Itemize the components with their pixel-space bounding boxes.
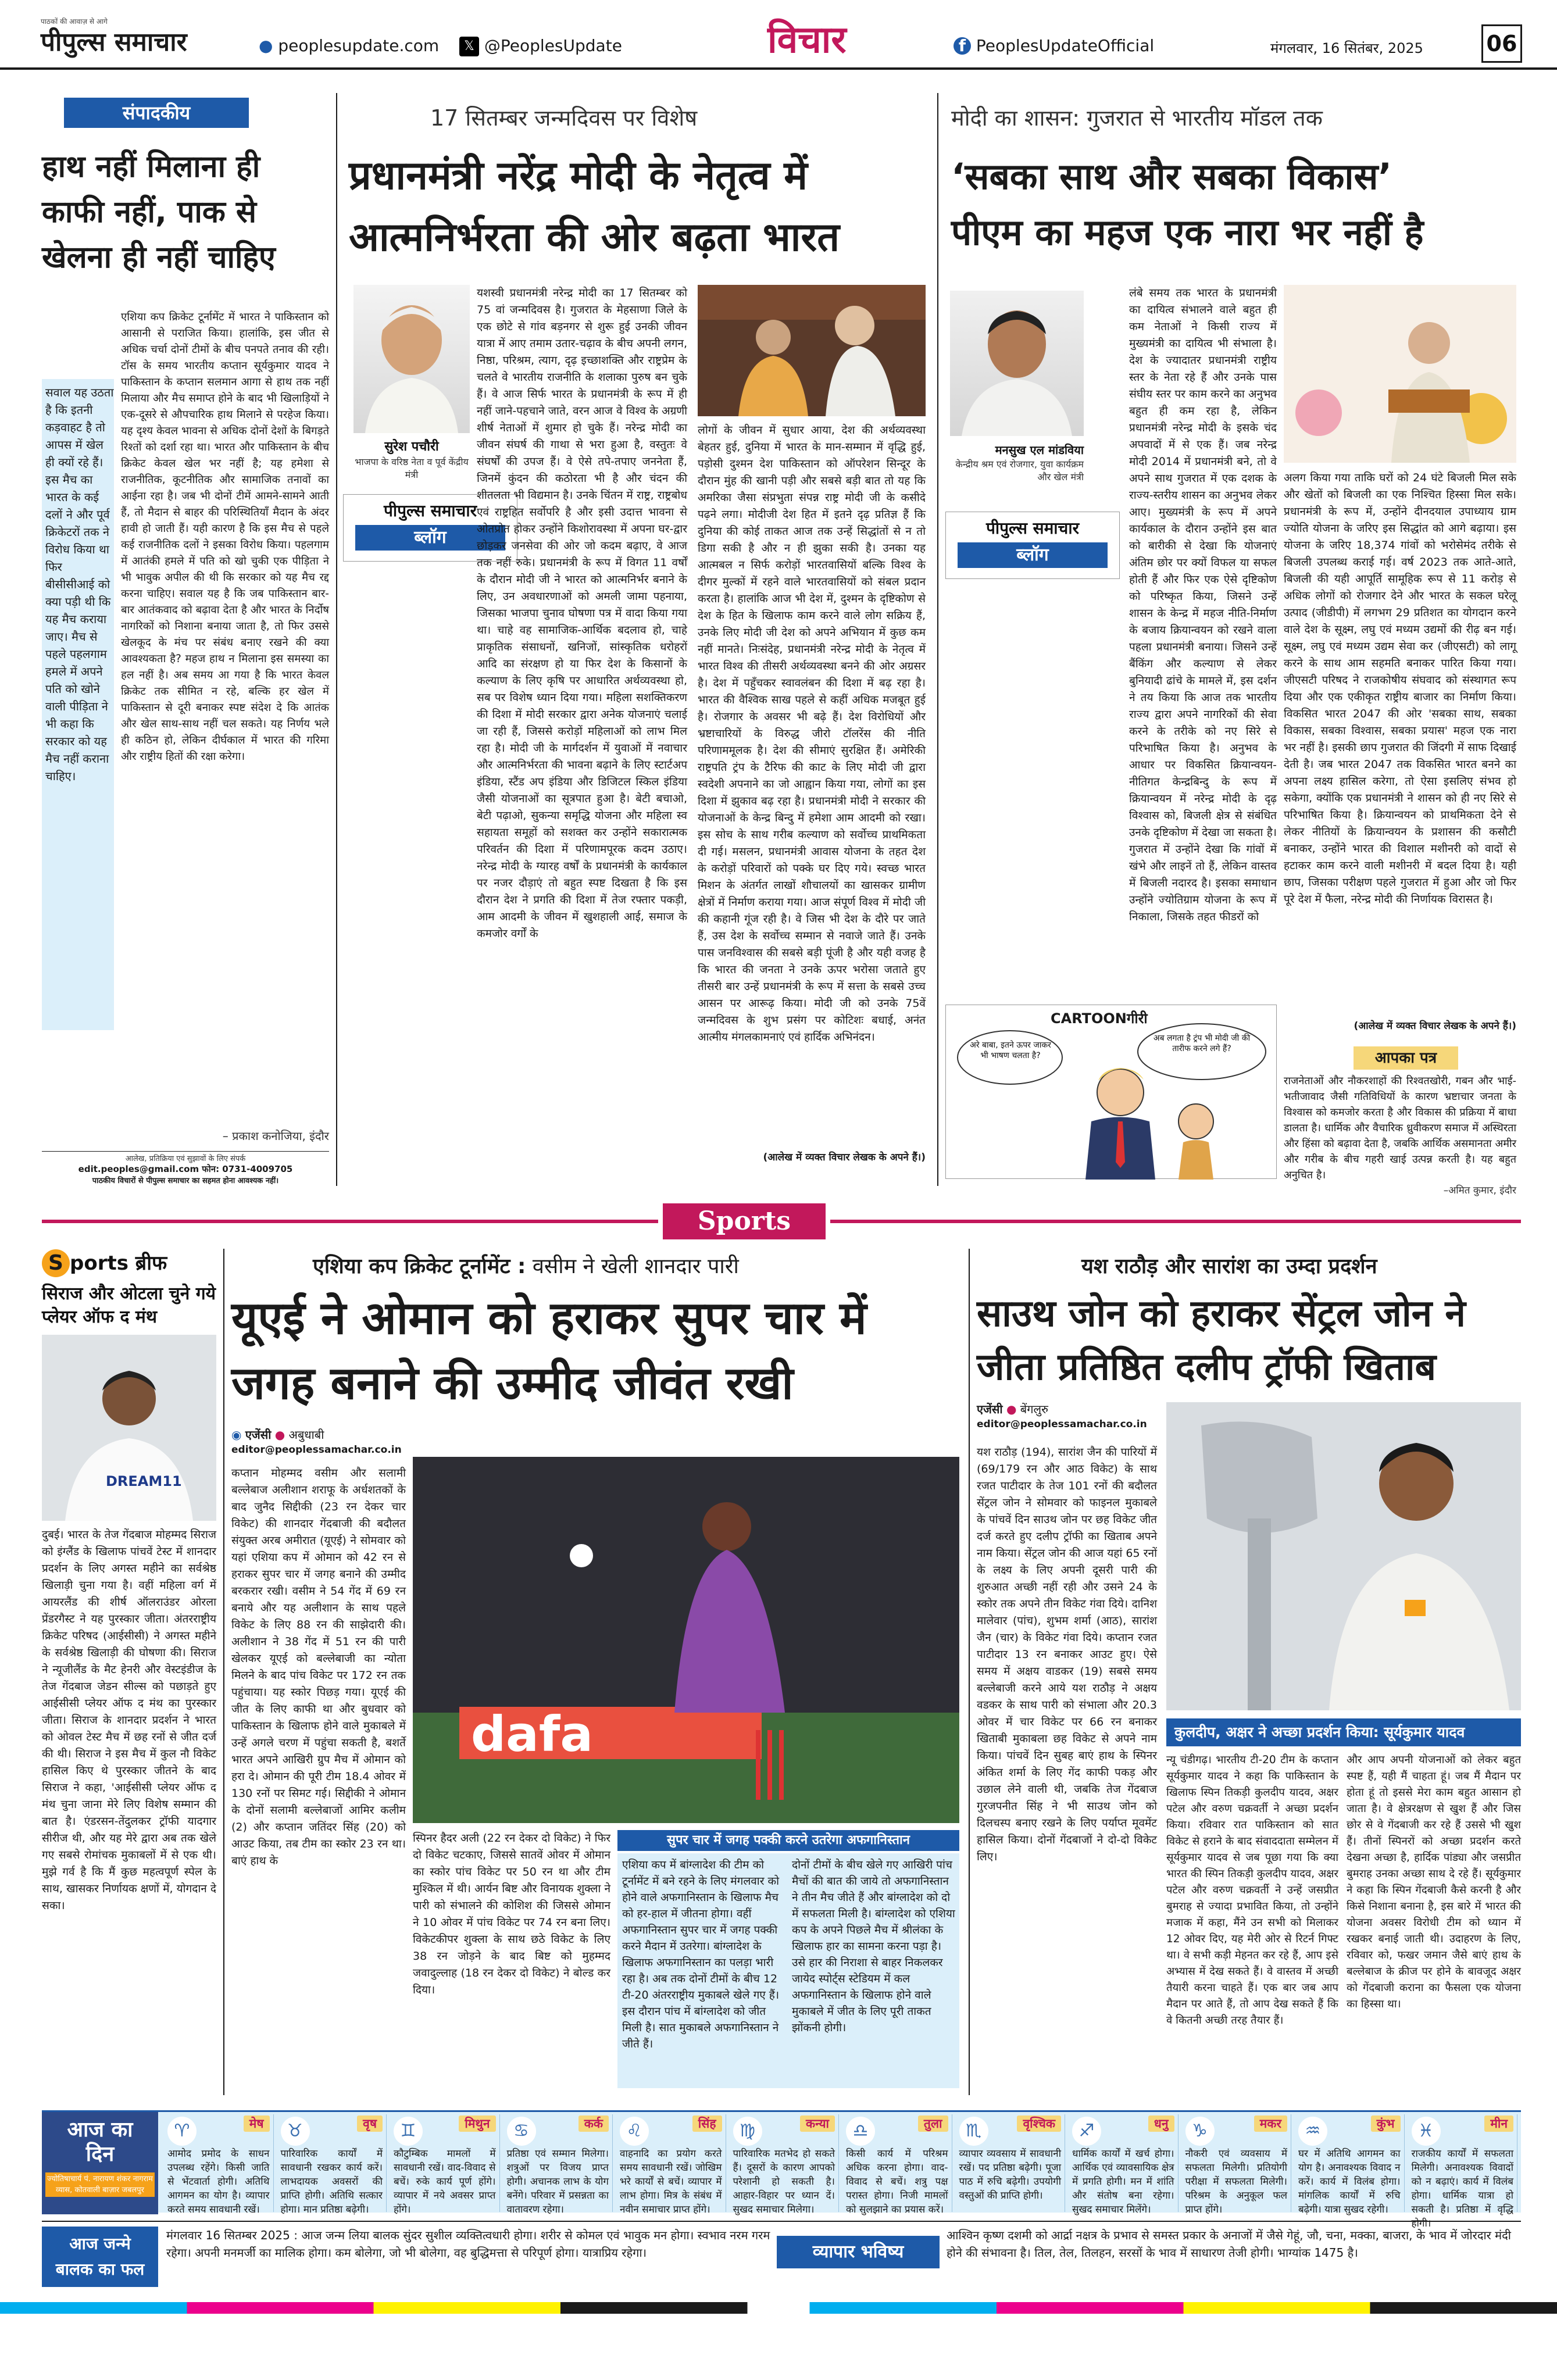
asia-col2: स्पिनर हैदर अली (22 रन देकर दो विकेट) ने फिर दो विकेट चटकाए, जिससे सातवें ओवर में ओमान का स्कोर पांच विकेट पर 50 रन था और टीम मुश्किल में थी। आर्यन बिष्ट और विनायक शुक्ला ने पारी को संभालने की कोशिश की जिससे ओमान ने 10 ओवर में पांच विकेट पर 74 रन बना लिए। विकेटकीपर शुक्ला के साथ छठे विकेट के लिए 38 रन जोड़ने के बाद बिष्ट को मुहम्मद जवादुल्लाह (18 रन देकर दो विकेट) ने बोल्ड कर दिया। bbox=[413, 1832, 610, 1996]
rashi-name: मकर bbox=[1254, 2115, 1287, 2132]
masthead bbox=[0, 0, 1557, 70]
section-title: विचार bbox=[767, 19, 847, 62]
brief-label: S ports ब्रीफ bbox=[42, 1249, 167, 1277]
website-link[interactable]: ● peoplesupdate.com bbox=[259, 36, 440, 55]
column-divider bbox=[336, 93, 337, 1186]
column-divider bbox=[223, 1249, 224, 2095]
article1-kicker: 17 सितम्बर जन्मदिवस पर विशेष bbox=[430, 105, 698, 131]
rashi-text: नौकरी एवं व्यवसाय में सफलता मिलेगी। प्रतियोगी परीक्षा में सफलता मिलेगी। परिश्रम के अनुकूल फल प्राप्त होंगे। bbox=[1185, 2148, 1287, 2215]
zodiac-icon: ♐ bbox=[1072, 2117, 1101, 2146]
article2-signature: (आलेख में व्यक्त विचार लेखक के अपने हैं।) bbox=[1354, 1020, 1516, 1032]
editorial-contact-label: आलेख, प्रतिक्रिया एवं सुझावों के लिए संपर्क bbox=[125, 1155, 246, 1163]
rashifal-astrologer: ज्योतिषाचार्य पं. नारायण शंकर नागराम व्यास, कोतवाली बाज़ार जबलपुर bbox=[45, 2172, 155, 2197]
blog-badge-logo: पीपुल्स समाचार bbox=[985, 519, 1080, 538]
rashi-name: वृष bbox=[357, 2115, 383, 2132]
pin-icon: ● bbox=[1006, 1402, 1017, 1416]
article-modi-birthday bbox=[343, 93, 930, 1186]
zodiac-icon: ♈ bbox=[167, 2117, 197, 2146]
trade-label: व्यापार भविष्य bbox=[777, 2236, 940, 2268]
globe-icon: ● bbox=[259, 36, 278, 55]
column-divider bbox=[969, 1249, 970, 2095]
article2-author-name: मनसुख एल मांडविया bbox=[995, 443, 1084, 457]
column-divider bbox=[937, 93, 938, 1186]
article2-col2: अलग किया गया ताकि घरों को 24 घंटे बिजली मिल सके और खेतों को बिजली का एक निश्चित हिस्सा मिल सके। प्रधानमंत्री के रूप में, उन्होंने दीनदयाल उपाध्याय ग्राम ज्योति योजना के जरिए इस सिद्धांत को आगे बढ़ाया। इस योजना के जरिए 18,374 गांवों को भरोसेमंद तरीके से बिजली उपलब्ध कराई गई। वर्ष 2023 तक आते-आते, बिजली की यही आपूर्ति सामूहिक रूप से 11 करोड़ से अधिक लोगों को रोजगार देने और भारत के सकल घरेलू उत्पाद (जीडीपी) में लगभग 29 प्रतिशत का योगदान करने वाले देश के सूक्ष्म, लघु एवं मध्यम उद्यमों की रीढ़ बन गई। सूक्ष्म, लघु एवं मध्यम उद्यम सेवा कर (जीएसटी) को लागू करने के साथ आम सहमति बनाकर पारित किया गया। जीएसटी परिषद ने राजकोषीय संघवाद को संस्थागत रूप दिया और एक एकीकृत राष्ट्रीय बाजार का निर्माण किया। विकसित भारत 2047 की ओर 'सबका साथ, सबका विकास, सबका विश्वास, सबका प्रयास' महज एक नारा भर नहीं है। इसकी छाप गुजरात की जिंदगी में साफ दिखाई देती है। जब भारत 2047 तक विकसित भारत बनने का अपना लक्ष्य हासिल करेगा, तो ऐसा इसलिए संभव हो सकेगा, क्योंकि एक प्रधानमंत्री ने शासन को ही नए सिरे से परिभाषित किया है। क्रियान्वयन को प्राथमिकता देने से लेकर नीतियों के क्रियान्वयन के प्रशासन की कसौटी बनाकर, उन्होंने भारत की विशाल मशीनरी को वादों से हटाकर काम करने वाली मशीनरी में बदल दिया है। यही छाप, जिसका परीक्षण पहले गुजरात में हुआ और जो फिर पूरे देश में फैला, नरेन्द्र मोदी की निर्णायक विरासत है। bbox=[1284, 471, 1516, 906]
asia-kicker: एशिया कप क्रिकेट टूर्नामेंट : वसीम ने खेली शानदार पारी bbox=[313, 1255, 739, 1278]
editorial-headline: हाथ नहीं मिलाना ही काफी नहीं, पाक से खेलना ही नहीं चाहिए bbox=[42, 149, 276, 275]
asia-dateline: ◉ एजेंसी ● अबुधाबी bbox=[231, 1428, 324, 1442]
sports-brief bbox=[42, 1249, 216, 2095]
sports-banner bbox=[0, 1201, 1557, 1242]
article1-headline: प्रधानमंत्री नरेंद्र मोदी के नेतृत्व में आत्मनिर्भरता की ओर बढ़ता भारत bbox=[349, 153, 840, 260]
rashi-card bbox=[164, 2114, 274, 2215]
pin-icon: ◉ bbox=[231, 1428, 242, 1442]
rashi-name: मिथुन bbox=[459, 2115, 495, 2132]
paper-tag: पाठकों की आवाज़ से आगे bbox=[41, 17, 108, 26]
zodiac-icon: ♊ bbox=[394, 2117, 423, 2146]
article2-author-desc: केन्द्रीय श्रम एवं रोजगार, युवा कार्यक्रम और खेल मंत्री bbox=[955, 459, 1084, 483]
sports-label: Sports bbox=[663, 1203, 826, 1239]
rashi-name: धनु bbox=[1148, 2115, 1174, 2132]
rashi-name: तुला bbox=[918, 2115, 948, 2132]
rashi-text: पारिवारिक मतभेद हो सकते हैं। दूसरों के कारण आपको परेशानी हो सकती है। आहार-विहार पर ध्यान दें। सुखद समाचार मिलेगा। bbox=[733, 2148, 835, 2215]
letters-title: आपका पत्र bbox=[1354, 1046, 1458, 1070]
zodiac-icon: ♋ bbox=[507, 2117, 536, 2146]
asia-caption: सुपर चार में जगह पक्की करने उतरेगा अफगानिस्तान bbox=[617, 1830, 959, 1851]
brief-photo bbox=[42, 1335, 216, 1521]
cartoon-bubble-left: अरे बाबा, इतने ऊपर जाकर भी भाषण चलता है? bbox=[970, 1041, 1051, 1060]
article2-kicker: मोदी का शासन: गुजरात से भारतीय मॉडल तक bbox=[951, 105, 1323, 131]
twitter-link[interactable]: 𝕏 @PeoplesUpdate bbox=[459, 36, 622, 56]
surya-col1: न्यू चंडीगढ़। भारतीय टी-20 टीम के कप्तान सूर्यकुमार यादव ने कहा कि पाकिस्तान के खिलाफ स्पिन तिकड़ी कुलदीप यादव, अक्षर पटेल और वरुण चक्रवर्ती ने अच्छा प्रदर्शन किया। रविवार रात पाकिस्तान को सात विकेट से हराने के बाद संवाददाता सम्मेलन में सूर्यकुमार यादव से जब पूछा गया कि क्या भारत की स्पिन तिकड़ी कुलदीप यादव, अक्षर पटेल और वरुण चक्रवर्ती ने उन्हें जसप्रीत बुमराह से ज्यादा प्रभावित किया, तो उन्होंने मजाक में कहा, मैंने उन सभी को मिलाकर 12 ओवर दिए, यह मेरी ओर से रिटर्न गिफ्ट था। वे सभी कड़ी मेहनत कर रहे हैं, आप इसे अभ्यास में देख सकते हैं। वे वास्तव में अच्छी तैयारी करना चाहते हैं। एक बार जब आप मैदान पर आते हैं, तो आप देख सकते हैं कि वे कितनी अच्छी तरह तैयार हैं। bbox=[1166, 1754, 1338, 2027]
rashi-card bbox=[1295, 2114, 1405, 2215]
zodiac-icon: ♍ bbox=[733, 2117, 762, 2146]
article-sabka-saath bbox=[945, 93, 1521, 1196]
editorial-signature: – प्रकाश कनोजिया, इंदौर bbox=[222, 1129, 329, 1143]
rashi-text: प्रतिष्ठा एवं सम्मान मिलेगा। शत्रुओं पर विजय प्राप्त होगी। अचानक लाभ के योग बनेंगे। परिवार में प्रसन्नता का वातावरण रहेगा। bbox=[506, 2148, 609, 2215]
cartoon-illustration bbox=[946, 1005, 1277, 1180]
born-label: आज जन्मे बालक का फल bbox=[42, 2227, 158, 2287]
cartoon-title: CARTOONगीरी bbox=[1051, 1010, 1148, 1027]
zodiac-icon: ♏ bbox=[959, 2117, 988, 2146]
asia-headline: यूएई ने ओमान को हराकर सुपर चार में जगह बनाने की उम्मीद जीवंत रखी bbox=[231, 1292, 867, 1410]
ad-board-text: dafa bbox=[471, 1706, 594, 1763]
born-text: मंगलवार 16 सितम्बर 2025 : आज जन्म लिया बालक सुंदर सुशील व्यक्तित्वधारी होगा। शरीर से कोमल एवं भावुक मन होगा। स्वभाव नरम गरम रहेगा। अपनी मनमर्जी का मालिक होगा। कम बोलेगा, जो भी बोलेगा, वह बुद्धिमत्ता से परिपूर्ण होगा। यात्राप्रिय रहेगा। bbox=[166, 2228, 770, 2260]
rashifal-title: आज का दिन bbox=[67, 2118, 133, 2166]
sports-rule-right bbox=[830, 1220, 1521, 1223]
editorial-footer-box bbox=[42, 1151, 329, 1186]
rashi-card bbox=[1408, 2114, 1518, 2229]
editorial-pullquote: सवाल यह उठता है कि इतनी कड़वाहट है तो आपस में खेल ही क्यों रहे हैं। इस मैच का भारत के कई दलों ने और पूर्व क्रिकेटरों तक ने विरोध किया था फिर बीसीसीआई को क्या पड़ी थी कि यह मैच कराया जाए। मैच से पहले पहलगाम हमले में अपने पति को खोने वाली पीड़िता ने भी कहा कि सरकार को यह मैच नहीं कराना चाहिए। bbox=[45, 385, 114, 783]
asia-col1: कप्तान मोहम्मद वसीम और सलामी बल्लेबाज अलीशान शराफू के अर्धशतकों के बाद जुनैद सिद्दीकी (23 रन देकर चार विकेट) की शानदार गेंदबाजी की बदौलत संयुक्त अरब अमीरात (यूएई) ने सोमवार को यहां एशिया कप में ओमान को 42 रन से हराकर सुपर चार में जगह बनाने की उम्मीद बरकरार रखी। वसीम ने 54 गेंद में 69 रन बनाये और यह अलीशान के साथ पहले विकेट के लिए 88 रन की साझेदारी की। अलीशान ने 38 गेंद में 51 रन की पारी खेलकर यूएई को बल्लेबाजी का न्योता मिलने के बाद पांच विकेट पर 172 रन तक पहुंचाया। यह स्कोर पिछड़ गया। यूएई की जीत के लिए काफी था और बुधवार को पाकिस्तान के खिलाफ होने वाले मुकाबले में उन्हें अगले चरण में पहुंचा सकती है, बशर्ते भारत अपने आखिरी ग्रुप मैच में ओमान को हरा दे। ओमान की पूरी टीम 18.4 ओवर में 130 रनों पर सिमट गई। सिद्दीकी ने ओमान के दोनों सलामी बल्लेबाजों आमिर कलीम (2) और कप्तान जतिंदर सिंह (20) को आउट किया, तब टीम का स्कोर 23 रन था। बाएं हाथ के bbox=[231, 1467, 406, 1867]
blog-badge-logo: पीपुल्स समाचार bbox=[383, 501, 477, 520]
svg-text:DREAM11: DREAM11 bbox=[106, 1473, 182, 1489]
asia-col4: दोनों टीमों के बीच खेले गए आखिरी पांच मैचों की बात की जाये तो अफगानिस्तान ने तीन मैच जीते हैं और बांग्लादेश को दो में सफलता मिली है। बांग्लादेश को एशिया कप के अपने पिछले मैच में श्रीलंका के खिलाफ हार का सामना करना पड़ा है। उसे हार की निराशा से बाहर निकलकर जायेद स्पोर्ट्स स्टेडियम में कल अफगानिस्तान के खिलाफ होने वाले मुकाबले में जीत के लिए पूरी ताकत झोंकनी होगी। bbox=[792, 1859, 955, 2034]
rashi-card bbox=[503, 2114, 613, 2215]
duleep-body: यश राठौड़ (194), सारांश जैन की पारियों में (69/179 रन और आठ विकेट) के साथ रजत पाटीदार के तेज 101 रनों की बदौलत सेंट्रल जोन ने सोमवार को फाइनल मुकाबले के पांचवें दिन साउथ जोन पर छह विकेट जीत दर्ज करते हुए दलीप ट्रॉफी का खिताब अपने नाम किया। सेंट्रल जोन की आज यहां 65 रनों के लक्ष्य के लिए अपनी दूसरी पारी की शुरुआत अच्छी नहीं रही और उसने 24 के स्कोर तक अपने तीन विकेट गंवा दिये। दानिश मालेवार (पांच), शुभम शर्मा (आठ), सारांश जैन (चार) के विकेट गंवा दिये। कप्तान रजत पाटीदार 13 रन बनाकर आउट हुए। ऐसे समय में अक्षय वाडकर (19) सबसे समय बल्लेबाजी करने आये यश राठौड़ ने अक्षय वडकर के साथ पारी को संभाला और 20.3 ओवर में चार विकेट पर 66 रन बनाकर खिताबी मुकाबला छह विकेट से अपने नाम किया। पांचवें दिन सुबह बाएं हाथ के स्पिनर अंकित शर्मा के लिए गेंद काफी पकड़ और उछाल लेने वाली थी, जबकि तेज गेंदबाज गुरजपनीत सिंह ने भी साउथ जोन को दिलचस्प बनाए रखने के लिए पर्याप्त मूवमेंट हासिल किया। दोनों गेंदबाजों ने दो-दो विकेट लिए। bbox=[977, 1446, 1157, 1863]
sports-rule-left bbox=[42, 1220, 658, 1223]
rashifal-signs bbox=[164, 2114, 1521, 2229]
page-number: 06 bbox=[1481, 24, 1522, 63]
article2-headline1: ‘सबका साथ और सबका विकास’ bbox=[951, 155, 1392, 198]
rashi-text: धार्मिक कार्यों में खर्च होगा। आर्थिक एवं व्यावसायिक क्षेत्र में प्रगति होगी। मन में शांति और संतोष बना रहेगा। सुखद समाचार मिलेंगे। bbox=[1072, 2148, 1174, 2215]
rashifal-strip bbox=[42, 2110, 1521, 2229]
duleep-photo bbox=[1166, 1402, 1521, 1710]
duleep-email[interactable]: editor@peoplessamachar.co.in bbox=[977, 1418, 1147, 1430]
duleep-dateline: एजेंसी ● बेंगलुरु bbox=[977, 1402, 1048, 1416]
facebook-link[interactable]: f PeoplesUpdateOfficial bbox=[954, 36, 1154, 55]
duleep-kicker: यश राठौड़ और सारांश का उम्दा प्रदर्शन bbox=[1081, 1255, 1377, 1278]
rashi-name: कर्क bbox=[578, 2115, 609, 2132]
paper-logo[interactable] bbox=[41, 23, 187, 58]
zodiac-icon: ♉ bbox=[281, 2117, 310, 2146]
print-registration-bar bbox=[0, 2302, 1557, 2314]
editorial-body: एशिया कप क्रिकेट टूर्नामेंट में भारत ने पाकिस्तान को आसानी से पराजित किया। हालांकि, इस जीत से अधिक चर्चा दोनों टीमों के बीच पनपते तनाव की रही। टॉस के समय भारतीय कप्तान सूर्यकुमार यादव ने पाकिस्तान के कप्तान सलमान आगा से हाथ तक नहीं मिलाया और मैच समाप्त होने के बाद भी खिलाड़ियों ने एक-दूसरे से औपचारिक हाथ मिलाने से परहेज किया। यह दृश्य केवल भावना से अधिक दोनों देशों के बिगड़ते रिश्तों को दर्शा रहा था। भारत और पाकिस्तान के बीच क्रिकेट केवल खेल भर नहीं है; यह हमेशा से राजनीतिक, कूटनीतिक और सामाजिक तनावों का आईना रहा है। जब भी दोनों टीमें आमने-सामने आती हैं, तो मैदान से बाहर की परिस्थितियाँ मैदान के अंदर हावी हो जाती हैं। यही कारण है कि इस मैच से पहले कई राजनीतिक दलों ने इसका विरोध किया। पहलगाम में आतंकी हमले में पति को खो चुकी एक पीड़िता ने भी भावुक अपील की थी कि सरकार को यह मैच रद्द करना चाहिए। सवाल यह है कि जब पाकिस्तान बार-बार आतंकवाद को बढ़ावा देता है और भारत के निर्दोष नागरिकों को निशाना बनाया जाता है, तो फिर उससे खेलकूद के मंच पर संबंध बनाए रखने की क्या आवश्यकता है? महज हाथ न मिलाना इस समस्या का हल नहीं है। अब समय आ गया है कि भारत केवल क्रिकेट तक सीमित न रहे, बल्कि हर खेल में पाकिस्तान से दूरी बनाकर स्पष्ट संदेश दे कि आतंक और खेल साथ-साथ नहीं चल सकते। यह निर्णय भले ही कठिन हो, लेकिन दीर्घकाल में भारत की गरिमा और राष्ट्रीय हितों की रक्षा करेगा। bbox=[121, 311, 329, 763]
brief-body: दुबई। भारत के तेज गेंदबाज मोहम्मद सिराज को इंग्लैंड के खिलाफ पांचवें टेस्ट में शानदार प्रदर्शन के लिए अगस्त महीने का सर्वश्रेष्ठ खिलाड़ी चुना गया है। वहीं महिला वर्ग में आयरलैंड की शीर्ष ऑलराउंडर ओरला प्रेंडरगैस्ट ने यह पुरस्कार जीता। अंतरराष्ट्रीय क्रिकेट परिषद (आईसीसी) ने अगस्त महीने के सर्वश्रेष्ठ खिलाड़ी की घोषणा की। सिराज ने न्यूजीलैंड के मैट हेनरी और वेस्टइंडीज के तेज गेंदबाज जेडन सील्स को पछाड़ते हुए आईसीसी प्लेयर ऑफ द मंथ का पुरस्कार जीता। सिराज के शानदार प्रदर्शन ने भारत को ओवल टेस्ट मैच में छह रनों से जीत दर्ज की थी। सिराज ने इस मैच में कुल नौ विकेट हासिल किए थे पुरस्कार जीतने के बाद सिराज ने कहा, 'आईसीसी प्लेयर ऑफ द मंथ चुना जाना मेरे लिए विशेष सम्मान की बात है। एंडरसन-तेंदुलकर ट्रॉफी यादगार सीरीज थी, और यह मेरे द्वारा अब तक खेले गए सबसे रोमांचक मुकाबलों में से एक थी। मुझे गर्व है कि मैं कुछ महत्वपूर्ण स्पेल के साथ, खासकर निर्णायक क्षणों में, योगदान दे सका। bbox=[42, 1528, 216, 1912]
rashi-card bbox=[277, 2114, 387, 2215]
article1-photo bbox=[698, 285, 926, 416]
trade-text: आश्विन कृष्ण दशमी को आर्द्रा नक्षत्र के प्रभाव से समस्त प्रकार के अनाजों में जैसे गेहूं, जौ, चना, मक्का, बाजरा, के भाव में जोरदार मंदी होने की संभावना है। तिल, तेल, तिलहन, सरसों के भाव में साधारण तेजी होगी। भाग्यांक 1475 है। bbox=[947, 2228, 1511, 2260]
zodiac-icon: ♓ bbox=[1412, 2117, 1441, 2146]
editorial-disclaimer: पाठकीय विचारों से पीपुल्स समाचार का सहमत होना आवश्यक नहीं। bbox=[92, 1177, 279, 1185]
rashi-card bbox=[730, 2114, 840, 2215]
editorial-section bbox=[42, 93, 329, 1185]
rashi-text: आमोद प्रमोद के साधन उपलब्ध रहेंगे। किसी जाति से भेंटवार्ता होगी। अतिथि आगमन का योग है। व्यापार करते समय सावधानी रखें। bbox=[167, 2148, 270, 2215]
cartoon-bubble-right: अब लगता है ट्रंप भी मोदी जी की तारीफ करने लगे हैं? bbox=[1153, 1034, 1251, 1053]
zodiac-icon: ♌ bbox=[620, 2117, 649, 2146]
brief-s-icon: S bbox=[42, 1249, 70, 1277]
rashi-name: सिंह bbox=[692, 2115, 722, 2132]
editorial-contact[interactable]: edit.peoples@gmail.com फोन: 0731-4009705 bbox=[78, 1164, 293, 1174]
surya-headline: कुलदीप, अक्षर ने अच्छा प्रदर्शन किया: सूर्यकुमार यादव bbox=[1166, 1718, 1521, 1746]
duleep-headline: साउथ जोन को हराकर सेंट्रल जोन ने जीता प्रतिष्ठित दलीप ट्रॉफी खिताब bbox=[977, 1292, 1466, 1389]
editorial-label: संपादकीय bbox=[64, 98, 249, 128]
rashi-name: कुंभ bbox=[1371, 2115, 1401, 2132]
rashi-text: पारिवारिक कार्यों में सावधानी रखकर कार्य करें। लाभदायक अवसरों की प्राप्ति होगी। अतिथि सत्कार होगा। मान प्रतिष्ठा बढ़ेगी। bbox=[280, 2148, 383, 2215]
letters-signature: –अमित कुमार, इंदौर bbox=[1443, 1185, 1516, 1196]
blog-badge-label: ब्लॉग bbox=[958, 542, 1108, 568]
zodiac-icon: ♑ bbox=[1185, 2117, 1215, 2146]
rashi-card bbox=[1182, 2114, 1292, 2215]
rashi-text: घर में अतिथि आगमन का योग है। अनावश्यक विवाद न करें। कार्य में विलंब होगा। मांगलिक कार्यों में रुचि बढ़ेगी। यात्रा सुखद रहेगी। bbox=[1298, 2148, 1401, 2215]
rashi-card bbox=[616, 2114, 726, 2215]
zodiac-icon: ♎ bbox=[846, 2117, 875, 2146]
cartoon-box bbox=[945, 1005, 1277, 1179]
article1-col2: लोगों के जीवन में सुधार आया, देश की अर्थव्यवस्था बेहतर हुई, दुनिया में भारत के मान-सम्मान में वृद्धि हुई, पड़ोसी दुश्मन देश पाकिस्तान को ऑपरेशन सिन्दूर के दौरान मुंह की खानी पड़ी और सबसे बड़ी बात तो यह कि अमरिका जैसा संप्रभुता संपन्न राष्ट्र मोदी जी के कसीदे पढ़ने लगा। मोदीजी देश हित में इतने दृढ़ प्रतिज्ञ हैं कि दुनिया की कोई ताकत आज तक उन्हें सिद्धांतों से न तो डिगा सकी है और न ही झुका सकी है। उनका यह आत्मबल न सिर्फ करोड़ों भारतवासियों बल्कि विश्व के दीगर मुल्कों में रहने वाले भारतवासियों को संबल प्रदान करता है। हालांकि आज भी देश में, दुश्मन के दृष्टिकोण से देश के हित के खिलाफ काम करने वाले लोग सक्रिय हैं, उनके लिए मोदी जी देश को अपने अभियान में कुछ कम नहीं मानते। निःसंदेह, प्रधानमंत्री नरेन्द्र मोदी के नेतृत्व में भारत विश्व की तीसरी अर्थव्यवस्था बनने की ओर अग्रसर है। देश में पहुँचकर स्वावलंबन की दिशा में बढ़ रहा है। भारत की वैश्विक साख पहले से कहीं अधिक मजबूत हुई है। रोजगार के अवसर भी बढ़े हैं। देश विरोधियों और भ्रष्टाचारियों के विरुद्ध जीरो टॉलरेंस की नीति परिणाममूलक है। देश की सीमाएं सुरक्षित हैं। अमेरिकी राष्ट्रपति ट्रंप के टैरिफ की काट के लिए मोदी जी द्वारा स्वदेशी अपनाने का जो आह्वान किया गया, लोगों का इस दिशा में झुकाव बढ़ रहा है। प्रधानमंत्री मोदी ने सरकार की योजनाओं के केन्द्र बिन्दु में हमेशा आम आदमी को रखा। इस सोच के साथ गरीब कल्याण को सर्वोच्च प्राथमिकता दी गई। मसलन, प्रधानमंत्री आवास योजना के तहत देश के करोड़ों परिवारों को पक्के घर दिए गये। स्वच्छ भारत मिशन के अंतर्गत लाखों शौचालयों का खासकर ग्रामीण क्षेत्रों में निर्माण कराया गया। आज संपूर्ण विश्व में मोदी जी की कहानी गूंज रही है। वे जिस भी देश के दौरे पर जाते हैं, उस देश के सर्वोच्च सम्मान से नवाजे जाते हैं। उनके पास जनविश्वास की सबसे बड़ी पूंजी है और यही वजह है कि भारत की जनता ने उनके ऊपर भरोसा जताते हुए तीसरी बार उन्हें प्रधानमंत्री के रूप में सत्ता के सबसे उच्च आसन पर आरूढ़ किया। मोदी जी को उनके 75वें जन्मदिवस के शुभ प्रसंग पर कोटिशः बधाई, अनंत आत्मीय मंगलकामनाएं एवं हार्दिक अभिनंदन। bbox=[698, 424, 926, 1044]
rashi-text: वाहनादि का प्रयोग करते समय सावधानी रखें। जोखिम भरे कार्यों से बचें। व्यापार में लाभ होगा। मित्र के संबंध में नवीन समाचार प्राप्त होंगे। bbox=[620, 2148, 722, 2215]
rashi-name: मेष bbox=[244, 2115, 270, 2132]
article-duleep-trophy bbox=[977, 1249, 1521, 2095]
letters-box bbox=[1284, 1046, 1516, 1196]
letters-body: राजनेताओं और नौकरशाहों की रिश्वतखोरी, गबन और भाई-भतीजावाद जैसी गतिविधियों के कारण भ्रष्टाचार जनता के विश्वास को कमजोर करता है और विकास की प्रक्रिया में बाधा डालता है। धार्मिक और वैचारिक ध्रुवीकरण समाज में अस्थिरता और हिंसा को बढ़ावा देता है, जबकि आर्थिक असमानता अमीर और गरीब के बीच गहरी खाई उत्पन्न करती है। यह बहुत अनुचित है। bbox=[1284, 1075, 1516, 1181]
footer-strip bbox=[42, 2221, 1521, 2290]
rashi-card bbox=[1069, 2114, 1179, 2215]
article1-author-name: सुरेश पचौरी bbox=[384, 439, 439, 454]
rashi-text: कौटुम्बिक मामलों में सावधानी रखें। वाद-विवाद से बचें। रुके कार्य पूर्ण होंगे। व्यापार में नये अवसर प्राप्त होंगे। bbox=[394, 2148, 496, 2215]
article2-col1: लंबे समय तक भारत के प्रधानमंत्री का दायित्व संभालने वाले बहुत ही कम नेताओं ने किसी राज्य में मुख्यमंत्री का दायित्व भी संभाला है। देश के ज्यादातर प्रधानमंत्री राष्ट्रीय स्तर के नेता रहे हैं और उनके पास संघीय स्तर पर काम करने का अनुभव बहुत ही कम रहा है, लेकिन प्रधानमंत्री नरेन्द्र मोदी के इसके चंद अपवादों में से एक हैं। जब नरेन्द्र मोदी 2014 में प्रधानमंत्री बने, तो वे अपने साथ गुजरात में एक दशक के राज्य-स्तरीय शासन का अनुभव लेकर आए। मुख्यमंत्री के रूप में अपने कार्यकाल के दौरान उन्होंने इस बात को बारीकी से देखा कि योजनाएं अंतिम छोर पर क्यों विफल या सफल होती हैं और फिर एक ऐसे दृष्टिकोण को परिष्कृत किया, जिसने उन्हें शासन के केन्द्र में महज नीति-निर्माण के बजाय क्रियान्वयन को रखने वाला पहला प्रधानमंत्री बनाया। जिसने उन्हें बैंकिंग और कल्याण से लेकर बुनियादी ढांचे के मामले में, इस दर्शन ने तय किया कि आज तक भारतीय राज्य द्वारा अपने नागरिकों की सेवा करने के तरीके को नए सिरे से परिभाषित किया है। अनुभव के आधार पर विकसित क्रियान्वयन-नीतिगत केन्द्रबिन्दु के रूप में क्रियान्वयन में नरेन्द्र मोदी के दृढ़ विश्वास को, बिजली क्षेत्र से संबंधित उनके दृष्टिकोण में देखा जा सकता है। गुजरात में उन्होंने देखा कि गांवों में खंभे और लाइनें तो हैं, लेकिन वास्तव में बिजली नदारद है। इसका समाधान उन्होंने ज्योतिग्राम योजना के रूप में निकाला, जिसके तहत फीडरों को bbox=[1129, 287, 1277, 923]
rashi-card bbox=[390, 2114, 500, 2215]
paper-name: पीपुल्स समाचार bbox=[41, 27, 187, 57]
asia-photo bbox=[413, 1457, 959, 1823]
author-photo bbox=[353, 285, 470, 433]
pin-icon: ● bbox=[274, 1428, 285, 1442]
rashi-name: मीन bbox=[1484, 2115, 1513, 2132]
rashi-text: राजकीय कार्यों में सफलता मिलेगी। अनावश्यक विवादों को न बढ़ाएं। कार्य में विलंब होगा। धार्मिक यात्रा हो सकती है। प्रतिष्ठा में वृद्धि होगी। bbox=[1411, 2148, 1513, 2229]
asia-col3: एशिया कप में बांग्लादेश की टीम को टूर्नामेंट में बने रहने के लिए मंगलवार को होने वाले अफगानिस्तान के खिलाफ मैच को हर-हाल में जीतना होगा। वहीं अफगानिस्तान सुपर चार में जगह पक्की करने मैदान में उतरेगा। बांग्लादेश के खिलाफ अफगानिस्तान का पलड़ा भारी रहा है। अब तक दोनों टीमों के बीच 12 टी-20 अंतरराष्ट्रीय मुकाबले खेले गए हैं। इस दौरान पांच में बांग्लादेश को जीत मिली है। सात मुकाबले अफगानिस्तान ने जीते हैं। bbox=[622, 1859, 780, 2050]
surya-col2: और आप अपनी योजनाओं को लेकर बहुत स्पष्ट हैं, यही मैं चाहता हूं। जब मैं मैदान पर होता हूं तो इससे मेरा काम बहुत आसान हो जाता है। वे क्षेत्ररक्षण से खुश हैं और जिस छोर से वे गेंदबाजी कर रहे हैं उससे भी खुश हैं। तीनों स्पिनरों को अच्छा प्रदर्शन करते देखना अच्छा है, हार्दिक पांड्या और जसप्रीत बुमराह उनका अच्छा साथ दे रहे हैं। सूर्यकुमार ने कहा कि स्पिन गेंदबाजी कैसे करनी है और किसे निशाना बनाना है, इस बारे में भारत की योजना अवसर विरोधी टीम को ध्यान में रखकर बनाई जाती थी। उदाहरण के लिए, रविवार को, फखर जमान जैसे बाएं हाथ के बल्लेबाज के क्रीज पर होने के बावजूद अक्षर को गेंदबाजी कराना का फैसला एक योजना का हिस्सा था। bbox=[1347, 1754, 1521, 2010]
article1-col1: यशस्वी प्रधानमंत्री नरेन्द्र मोदी का 17 सितम्बर को 75 वां जन्मदिवस है। गुजरात के मेहसाणा जिले के एक छोटे से गांव बड़नगर से शुरू हुई उनकी जीवन यात्रा में आए तमाम उतार-चढ़ाव के बीच अपनी लगन, निष्ठा, परिश्रम, त्याग, दृढ़ इच्छाशक्ति और राष्ट्रप्रेम के चलते वे भारतीय राजनीति के शलाका पुरुष बन चुके हैं। वे आज सिर्फ भारत के प्रधानमंत्री के रूप में ही नहीं जाने-पहचाने जाते, वरन आज वे विश्व के अग्रणी शीर्ष नेताओं में शुमार हो चुके हैं। नरेन्द्र मोदी का जीवन संघर्ष की गाथा से भरा हुआ है, वस्तुतः वे संघर्षों की उपज हैं। वे ऐसे तपे-तपाए जननेता हैं, जिनमें कुंदन की कठोरता भी है और चंदन की शीतलता भी विद्यमान है। उनके चिंतन में राष्ट्र, राष्ट्रबोध एवं राष्ट्रहित सर्वोपरि है और इसी उदात्त भावना से ओतप्रोत होकर उन्होंने किशोरावस्था में अपना घर-द्वार छोड़कर जनसेवा की ओर जो कदम बढ़ाए, वे आज तक नहीं रुके। प्रधानमंत्री के रूप में विगत 11 वर्षों के दौरान मोदी जी ने भारत को आत्मनिर्भर बनाने के लिए, उन अवधारणाओं को अमली जामा पहनाया, जिसका भाजपा चुनाव घोषणा पत्र में वादा किया गया था। चाहे वह सामाजिक-आर्थिक बदलाव हो, चाहे प्राकृतिक संसाधनों, खनिजों, सांस्कृतिक धरोहरों आदि का संरक्षण हो या फिर देश के किसानों के कल्याण के लिए कृषि पर आधारित अर्थव्यवस्था हो, सब पर विशेष ध्यान दिया गया। महिला सशक्तिकरण की दिशा में मोदी सरकार द्वारा अनेक योजनाएं चलाई जा रही हैं, जिससे करोड़ों महिलाओं को लाभ मिल रहा है। मोदी जी के मार्गदर्शन में युवाओं में नवाचार और आत्मनिर्भरता की भावना बढ़ाने के लिए स्टार्टअप इंडिया, स्टैंड अप इंडिया और डिजिटल स्किल इंडिया जैसी योजनाओं का सूत्रपात हुआ है। बेटी बचाओ, बेटी पढ़ाओ, सुकन्या समृद्धि योजना और महिला स्व सहायता समूहों को सशक्त कर उन्होंने सकारात्मक परिवर्तन की दिशा में परिणामपूरक कदम उठाए। नरेन्द्र मोदी के ग्यारह वर्षों के प्रधानमंत्री के कार्यकाल पर नजर दौड़ाएं तो बहुत स्पष्ट दिखता है कि इस दौरान देश ने प्रगति की दिशा में तेज रफ्तार पकड़ी, आम आदमी के जीवन में खुशहाली आई, समाज के कमजोर वर्गों के bbox=[477, 287, 687, 940]
brief-headline: सिराज और ओटला चुने गये प्लेयर ऑफ द मंथ bbox=[42, 1284, 216, 1327]
article1-author-desc: भाजपा के वरिष्ठ नेता व पूर्व केंद्रीय मंत्री bbox=[355, 456, 469, 480]
article2-headline2: पीएम का महज एक नारा भर नहीं है bbox=[951, 211, 1424, 253]
rashi-text: व्यापार व्यवसाय में सावधानी रखें। पद प्रतिष्ठा बढ़ेगी। पूजा पाठ में रुचि बढ़ेगी। उपयोगी वस्तुओं की प्राप्ति होगी। bbox=[959, 2148, 1061, 2202]
article-uae-oman bbox=[231, 1249, 962, 2095]
x-icon: 𝕏 bbox=[459, 37, 479, 56]
rashi-card bbox=[956, 2114, 1066, 2212]
blog-badge-label: ब्लॉग bbox=[355, 525, 505, 551]
rashifal-title-box bbox=[42, 2112, 158, 2214]
rashi-name: कन्या bbox=[800, 2115, 835, 2132]
article1-signature: (आलेख में व्यक्त विचार लेखक के अपने हैं।) bbox=[763, 1152, 926, 1163]
rashi-card bbox=[842, 2114, 952, 2215]
page-date: मंगलवार, 16 सितंबर, 2025 bbox=[1270, 40, 1423, 56]
rashi-text: किसी कार्य में परिश्रम अधिक करना होगा। वाद-विवाद से बचें। शत्रु पक्ष परास्त होगा। निजी मामलों को सुलझाने का प्रयास करें। bbox=[846, 2148, 948, 2215]
article2-photo bbox=[1284, 285, 1516, 463]
facebook-icon: f bbox=[954, 37, 971, 55]
rashi-name: वृश्चिक bbox=[1017, 2115, 1061, 2132]
asia-email[interactable]: editor@peoplessamachar.co.in bbox=[231, 1444, 402, 1456]
zodiac-icon: ♒ bbox=[1298, 2117, 1327, 2146]
